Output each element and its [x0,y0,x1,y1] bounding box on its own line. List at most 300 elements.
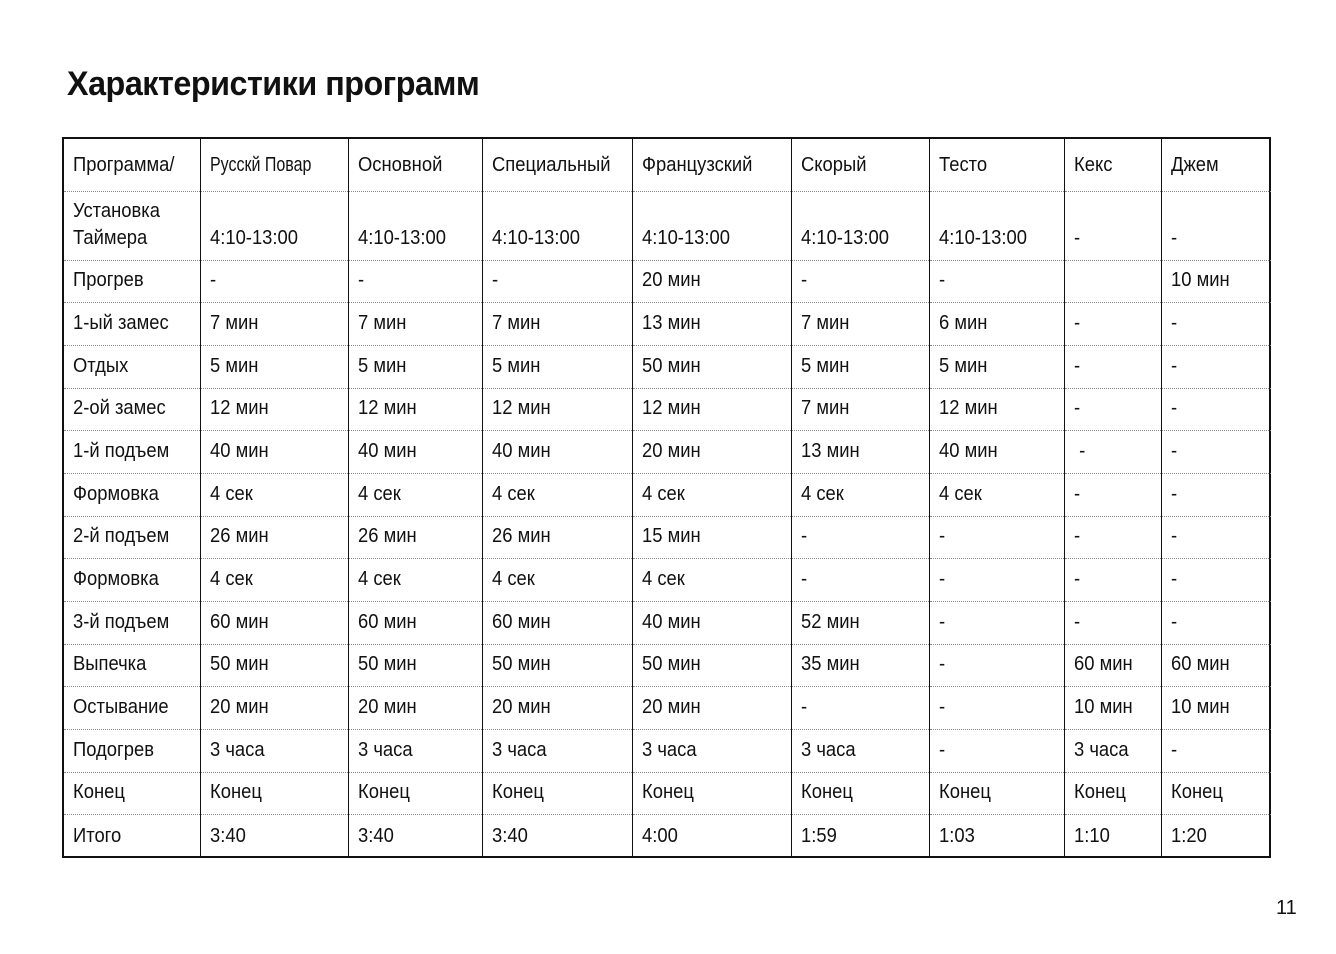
table-cell-keks [1064,345,1161,388]
row-label-cell [64,388,200,431]
cell-value: 20 мин [641,696,701,719]
cell-value: 60 мин [1073,653,1133,676]
cell-value: - [938,568,945,590]
table-cell-dzhem [1161,303,1271,346]
cell-value: - [938,653,945,676]
cell-value: - [1073,354,1080,377]
table-cell-spetsialnyy [482,345,632,388]
cell-value: Конец [1073,781,1126,804]
cell-value: 20 мин [641,269,701,292]
cell-value: Конец [357,781,410,804]
table-cell-osnovnoy [348,345,482,388]
cell-value: 4:00 [641,824,678,847]
cell-value: 12 мин [938,397,998,420]
table-cell-russkiy-povar [200,260,348,303]
column-header-program [64,139,200,191]
table-cell-russkiy-povar [200,473,348,516]
cell-value: 26 мин [209,525,269,548]
table-cell-keks [1064,388,1161,431]
table-cell-keks [1064,772,1161,815]
table-cell-testo [929,431,1064,474]
table-cell-dzhem [1161,516,1271,559]
row-label-cell [64,260,200,303]
cell-value: 1:03 [938,824,975,847]
table-cell-testo [929,473,1064,516]
table-row [64,303,1271,346]
table-row [64,644,1271,687]
table-cell-frantsuzskiy [632,260,791,303]
cell-value: - [1073,525,1080,548]
table-cell-dzhem [1161,687,1271,730]
cell-value: 7 мин [491,311,540,334]
column-header-russkiy-povar [200,139,348,191]
row-label: Формовка [73,568,159,590]
row-label-cell [64,431,200,474]
column-header-label: Русскй Повар [209,154,311,177]
cell-value: 50 мин [491,653,551,676]
cell-value: - [800,269,807,292]
page-number: 11 [1276,897,1297,919]
cell-value: - [1170,439,1177,462]
cell-value: - [357,269,364,292]
table-cell-frantsuzskiy [632,772,791,815]
cell-value: 12 мин [209,397,269,420]
table-row [64,191,1271,260]
cell-value: 7 мин [800,311,849,334]
cell-value: 60 мин [209,610,269,633]
cell-value: 40 мин [209,439,269,462]
cell-value: Конец [209,781,262,804]
cell-value: 4:10-13:00 [357,226,446,249]
table-cell-frantsuzskiy [632,559,791,602]
cell-value: 3 часа [800,738,856,761]
table-cell-spetsialnyy [482,644,632,687]
table-cell-spetsialnyy [482,431,632,474]
cell-value: - [938,269,945,292]
cell-value: - [1073,482,1080,505]
table-cell-keks [1064,303,1161,346]
table-cell-skoryy [791,345,929,388]
table-cell-russkiy-povar [200,388,348,431]
row-label: Выпечка [73,653,147,676]
column-header-frantsuzskiy [632,139,791,191]
table-cell-dzhem [1161,602,1271,645]
table-cell-keks [1064,815,1161,858]
cell-value: Конец [800,781,853,804]
table-cell-spetsialnyy [482,730,632,773]
table-cell-keks [1064,516,1161,559]
table-cell-skoryy [791,260,929,303]
table-cell-spetsialnyy [482,559,632,602]
row-label-cell [64,730,200,773]
table-row [64,388,1271,431]
cell-value: - [938,525,945,548]
table-cell-osnovnoy [348,303,482,346]
table-cell-spetsialnyy [482,303,632,346]
cell-value: 60 мин [357,610,417,633]
table-cell-spetsialnyy [482,191,632,260]
table-cell-keks [1064,687,1161,730]
table-cell-dzhem [1161,431,1271,474]
cell-value: 12 мин [357,397,417,420]
row-label-cell [64,516,200,559]
table-cell-skoryy [791,559,929,602]
row-label: Прогрев [73,269,144,292]
table-cell-russkiy-povar [200,602,348,645]
table-cell-osnovnoy [348,473,482,516]
table-cell-skoryy [791,431,929,474]
table-cell-dzhem [1161,559,1271,602]
cell-value: 4:10-13:00 [209,226,298,249]
cell-value: - [1170,311,1177,334]
table-cell-keks [1064,431,1161,474]
table-cell-russkiy-povar [200,687,348,730]
table-row [64,431,1271,474]
cell-value: - [938,738,945,761]
cell-value: - [1170,525,1177,548]
table-cell-russkiy-povar [200,516,348,559]
row-label: 1-й подъем [73,439,170,462]
table-cell-osnovnoy [348,260,482,303]
cell-value: 20 мин [491,696,551,719]
table-body [64,139,1271,858]
cell-value: 60 мин [491,610,551,633]
table-cell-osnovnoy [348,730,482,773]
table-cell-frantsuzskiy [632,730,791,773]
cell-value: 52 мин [800,610,860,633]
table-row [64,602,1271,645]
row-label: 3-й подъем [73,610,170,633]
row-label: Остывание [73,696,169,719]
row-label-cell [64,473,200,516]
cell-value: 4 сек [641,568,685,590]
cell-value: 4:10-13:00 [800,226,889,249]
cell-value: 10 мин [1170,696,1230,719]
cell-value: 3:40 [357,824,394,847]
cell-value: 4 сек [357,568,401,590]
cell-value: 3 часа [641,738,697,761]
table-cell-skoryy [791,388,929,431]
table-cell-skoryy [791,602,929,645]
cell-value: - [1170,610,1177,633]
cell-value: 4 сек [800,482,844,505]
cell-value: 12 мин [641,397,701,420]
table-cell-keks [1064,260,1161,303]
table-cell-dzhem [1161,473,1271,516]
table-cell-frantsuzskiy [632,644,791,687]
cell-value: 3 часа [357,738,413,761]
table-cell-keks [1064,473,1161,516]
cell-value: 3:40 [491,824,528,847]
cell-value: 13 мин [800,439,860,462]
cell-value: 7 мин [209,311,258,334]
cell-value: 35 мин [800,653,860,676]
table-cell-osnovnoy [348,772,482,815]
cell-value: Конец [491,781,544,804]
table-cell-russkiy-povar [200,191,348,260]
cell-value: 7 мин [357,311,406,334]
table-cell-testo [929,644,1064,687]
cell-value: - [938,610,945,633]
table-cell-testo [929,303,1064,346]
table-cell-testo [929,345,1064,388]
table-cell-frantsuzskiy [632,687,791,730]
program-characteristics-table [64,139,1271,858]
cell-value: 50 мин [641,354,701,377]
table-cell-russkiy-povar [200,303,348,346]
table-cell-skoryy [791,303,929,346]
cell-value: Конец [938,781,991,804]
table-cell-testo [929,191,1064,260]
column-header-keks [1064,139,1161,191]
cell-value: 50 мин [641,653,701,676]
table-cell-russkiy-povar [200,644,348,687]
table-cell-skoryy [791,772,929,815]
table-cell-testo [929,260,1064,303]
row-label: Отдых [73,354,129,377]
row-label-cell [64,644,200,687]
table-cell-skoryy [791,473,929,516]
table-cell-skoryy [791,644,929,687]
cell-value: 10 мин [1170,269,1230,292]
row-label: Подогрев [73,738,154,761]
column-header-label: Основной [357,154,442,177]
column-header-label: Программа/ [73,154,175,177]
cell-value: - [1073,439,1085,462]
cell-value: 12 мин [491,397,551,420]
cell-value: 13 мин [641,311,701,334]
column-header-label: Кекс [1073,154,1112,177]
row-label: Итого [73,824,122,847]
table-cell-dzhem [1161,191,1271,260]
cell-value: 4 сек [938,482,982,505]
cell-value: - [1073,610,1080,633]
table-cell-dzhem [1161,815,1271,858]
column-header-osnovnoy [348,139,482,191]
table-cell-osnovnoy [348,516,482,559]
table-cell-spetsialnyy [482,772,632,815]
table-cell-skoryy [791,815,929,858]
table-cell-testo [929,388,1064,431]
table-cell-skoryy [791,687,929,730]
table-cell-dzhem [1161,772,1271,815]
cell-value: - [1170,354,1177,377]
cell-value: 15 мин [641,525,701,548]
cell-value: 4 сек [209,482,253,505]
cell-value: 5 мин [938,354,987,377]
table-row [64,559,1271,602]
cell-value: - [800,696,807,719]
row-label-cell [64,559,200,602]
program-characteristics-table-frame [62,137,1271,858]
table-cell-spetsialnyy [482,516,632,559]
table-cell-spetsialnyy [482,687,632,730]
cell-value: 1:10 [1073,824,1110,847]
row-label-cell [64,345,200,388]
cell-value: 20 мин [641,439,701,462]
table-cell-frantsuzskiy [632,303,791,346]
row-label-cell [64,303,200,346]
table-cell-skoryy [791,191,929,260]
table-cell-testo [929,602,1064,645]
cell-value: 4:10-13:00 [491,226,580,249]
cell-value: 4 сек [491,568,535,590]
cell-value: - [800,525,807,548]
table-cell-osnovnoy [348,431,482,474]
table-cell-testo [929,559,1064,602]
cell-value: Конец [641,781,694,804]
table-cell-dzhem [1161,260,1271,303]
table-cell-keks [1064,602,1161,645]
table-cell-spetsialnyy [482,815,632,858]
table-cell-russkiy-povar [200,345,348,388]
row-label-cell [64,687,200,730]
table-cell-frantsuzskiy [632,345,791,388]
table-cell-osnovnoy [348,602,482,645]
table-row [64,473,1271,516]
table-cell-keks [1064,559,1161,602]
column-header-skoryy [791,139,929,191]
cell-value: 4 сек [641,482,685,505]
cell-value: - [491,269,498,292]
cell-value: - [209,269,216,292]
cell-value: 3 часа [1073,738,1129,761]
cell-value: 10 мин [1073,696,1133,719]
cell-value: - [1073,397,1080,420]
table-cell-testo [929,730,1064,773]
row-label-cell [64,772,200,815]
row-label: 1-ый замес [73,311,169,334]
table-cell-frantsuzskiy [632,388,791,431]
table-row [64,772,1271,815]
cell-value: - [1073,226,1080,249]
cell-value: 5 мин [491,354,540,377]
table-cell-dzhem [1161,345,1271,388]
cell-value: 26 мин [357,525,417,548]
column-header-label: Французский [641,154,752,177]
table-cell-russkiy-povar [200,730,348,773]
table-cell-russkiy-povar [200,815,348,858]
cell-value: 60 мин [1170,653,1230,676]
column-header-label: Тесто [938,154,987,177]
table-cell-testo [929,516,1064,559]
cell-value: - [800,568,807,590]
cell-value: 4 сек [209,568,253,590]
cell-value: - [1073,311,1080,334]
table-cell-frantsuzskiy [632,431,791,474]
column-header-spetsialnyy [482,139,632,191]
page-title: Характеристики программ [67,65,480,103]
row-label-cell [64,602,200,645]
table-cell-dzhem [1161,730,1271,773]
table-cell-osnovnoy [348,191,482,260]
table-cell-keks [1064,191,1161,260]
table-cell-testo [929,815,1064,858]
column-header-label: Специальный [491,154,611,177]
cell-value: 3 часа [209,738,265,761]
table-cell-spetsialnyy [482,473,632,516]
row-label-cell [64,815,200,858]
column-header-dzhem [1161,139,1271,191]
cell-value: - [1170,482,1177,505]
cell-value: 3 часа [491,738,547,761]
cell-value: 50 мин [209,653,269,676]
row-label: 2-ой замес [73,397,166,420]
table-row [64,345,1271,388]
table-cell-testo [929,772,1064,815]
cell-value: 6 мин [938,311,987,334]
cell-value: 40 мин [641,610,701,633]
cell-value: - [1170,738,1177,761]
table-cell-testo [929,687,1064,730]
table-cell-skoryy [791,516,929,559]
cell-value: 5 мин [209,354,258,377]
cell-value: 1:20 [1170,824,1207,847]
table-cell-russkiy-povar [200,772,348,815]
cell-value: - [938,696,945,719]
table-cell-frantsuzskiy [632,191,791,260]
cell-value: 4:10-13:00 [641,226,730,249]
table-row [64,815,1271,858]
cell-value: 4:10-13:00 [938,226,1027,249]
cell-value: - [1073,568,1080,590]
table-cell-russkiy-povar [200,431,348,474]
cell-value: 50 мин [357,653,417,676]
header-row [64,139,1271,191]
cell-value: - [1170,226,1177,249]
table-cell-osnovnoy [348,644,482,687]
table-cell-osnovnoy [348,388,482,431]
table-cell-dzhem [1161,644,1271,687]
column-header-label: Джем [1170,154,1219,177]
cell-value: 5 мин [800,354,849,377]
table-cell-frantsuzskiy [632,516,791,559]
table-cell-russkiy-povar [200,559,348,602]
table-cell-frantsuzskiy [632,473,791,516]
cell-value: 1:59 [800,824,837,847]
table-cell-frantsuzskiy [632,602,791,645]
table-cell-spetsialnyy [482,260,632,303]
table-cell-osnovnoy [348,559,482,602]
cell-value: 20 мин [209,696,269,719]
table-cell-keks [1064,644,1161,687]
table-row [64,260,1271,303]
row-label: Конец [73,781,125,804]
cell-value: 20 мин [357,696,417,719]
column-header-label: Скорый [800,154,867,177]
cell-value: 40 мин [357,439,417,462]
table-cell-skoryy [791,730,929,773]
cell-value: 40 мин [938,439,998,462]
table-cell-keks [1064,730,1161,773]
table-cell-dzhem [1161,388,1271,431]
cell-value: - [1170,568,1177,590]
cell-value: 5 мин [357,354,406,377]
table-row [64,730,1271,773]
cell-value: 4 сек [491,482,535,505]
row-label: 2-й подъем [73,525,170,548]
row-label: Формовка [73,482,159,505]
cell-value: 4 сек [357,482,401,505]
row-label-cell [64,191,200,260]
table-row [64,516,1271,559]
cell-value: 7 мин [800,397,849,420]
cell-value: 40 мин [491,439,551,462]
table-cell-spetsialnyy [482,388,632,431]
cell-value: - [1170,397,1177,420]
table-cell-frantsuzskiy [632,815,791,858]
table-cell-osnovnoy [348,815,482,858]
